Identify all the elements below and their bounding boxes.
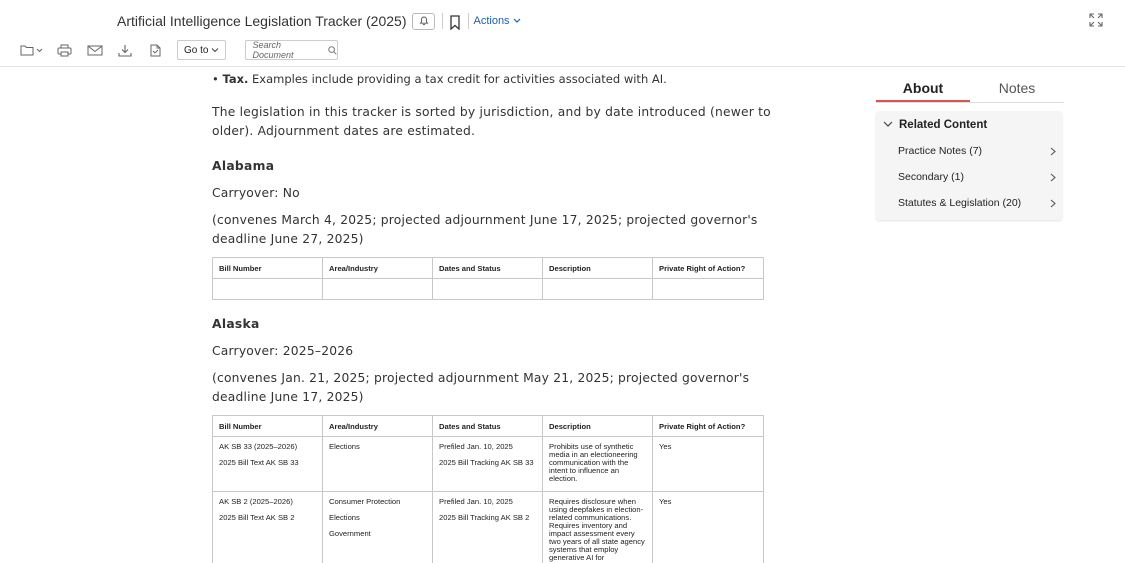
date-text: Prefiled Jan. 10, 2025 bbox=[439, 497, 513, 506]
state-heading: Alabama bbox=[212, 159, 275, 173]
column-header: Dates and Status bbox=[433, 258, 543, 279]
description-cell: Requires disclosure when using deepfakes in election-related communications. Requires inventory and impact assessment every two years of all state agency systems that employ generative AI for bbox=[543, 492, 653, 563]
download-icon bbox=[118, 44, 132, 57]
document-icon bbox=[150, 44, 161, 57]
related-content-title: Related Content bbox=[899, 118, 988, 131]
related-content-section bbox=[876, 111, 1062, 220]
print-button[interactable] bbox=[57, 40, 72, 60]
related-item-label: Secondary (1) bbox=[898, 171, 964, 183]
column-header: Description bbox=[543, 258, 653, 279]
bill-text-link[interactable]: 2025 Bill Text AK SB 2 bbox=[219, 513, 295, 522]
date-text: Prefiled Jan. 10, 2025 bbox=[439, 442, 513, 451]
column-header: Bill Number bbox=[213, 258, 323, 279]
area-cell bbox=[323, 492, 433, 563]
bullet-text: Examples include providing a tax credit for activities associated with AI. bbox=[252, 72, 667, 86]
area-item: Consumer Protection bbox=[329, 497, 401, 506]
document-tools-button[interactable] bbox=[149, 40, 161, 60]
table-cell bbox=[543, 279, 653, 300]
intro-paragraph: The legislation in this tracker is sorted by jurisdiction, and by date introduced (newer to older). Adjournment dates are estimated. bbox=[212, 105, 771, 138]
bill-number-cell bbox=[213, 492, 323, 563]
goto-label: Go to bbox=[184, 44, 209, 56]
table-cell bbox=[653, 279, 764, 300]
bill-number-cell bbox=[213, 437, 323, 492]
private-right-cell: Yes bbox=[653, 437, 764, 492]
column-header: Dates and Status bbox=[433, 416, 543, 437]
column-header: Description bbox=[543, 416, 653, 437]
column-header: Area/Industry bbox=[323, 258, 433, 279]
state-heading: Alaska bbox=[212, 317, 260, 331]
chevron-down-icon bbox=[883, 121, 893, 128]
divider bbox=[442, 13, 443, 29]
tab-about[interactable]: About bbox=[876, 77, 970, 102]
document-title: Artificial Intelligence Legislation Tracker (2025) bbox=[117, 13, 407, 29]
table-header-row bbox=[213, 416, 764, 437]
description-cell: Prohibits use of synthetic media in an electioneering communication with the intent to influence an election. bbox=[543, 437, 653, 492]
header-divider bbox=[0, 66, 1125, 67]
table-row bbox=[213, 279, 764, 300]
carryover-text: Carryover: No bbox=[212, 186, 300, 200]
table-cell bbox=[323, 279, 433, 300]
bookmark-button[interactable] bbox=[448, 12, 462, 32]
goto-dropdown[interactable] bbox=[177, 40, 226, 60]
area-item: Elections bbox=[329, 442, 360, 451]
bills-table bbox=[212, 257, 764, 300]
bill-tracking-link[interactable]: 2025 Bill Tracking AK SB 2 bbox=[439, 513, 530, 522]
bill-text-link[interactable]: 2025 Bill Text AK SB 33 bbox=[219, 458, 299, 467]
actions-menu[interactable] bbox=[473, 15, 520, 27]
folder-icon bbox=[20, 44, 44, 56]
area-item: Elections bbox=[329, 513, 360, 522]
search-placeholder: Search Document bbox=[252, 40, 294, 60]
bills-table bbox=[212, 415, 764, 563]
related-item-statutes-legislation[interactable] bbox=[876, 190, 1062, 216]
table-header-row bbox=[213, 258, 764, 279]
carryover-text: Carryover: 2025–2026 bbox=[212, 344, 354, 358]
column-header: Area/Industry bbox=[323, 416, 433, 437]
chevron-down-icon bbox=[513, 18, 521, 24]
chevron-right-icon bbox=[1050, 173, 1056, 182]
convenes-text: (convenes Jan. 21, 2025; projected adjournment May 21, 2025; projected governor's deadline June 17, 2025) bbox=[212, 371, 750, 404]
bell-icon bbox=[419, 16, 429, 26]
area-cell bbox=[323, 437, 433, 492]
table-cell bbox=[433, 279, 543, 300]
download-button[interactable] bbox=[118, 40, 132, 60]
chevron-down-icon bbox=[211, 47, 219, 53]
table-row bbox=[213, 437, 764, 492]
search-icon bbox=[328, 46, 337, 55]
tab-notes[interactable]: Notes bbox=[998, 80, 1036, 96]
alert-bell-button[interactable] bbox=[412, 13, 435, 30]
search-document-input[interactable] bbox=[245, 40, 338, 60]
bullet-bold: Tax. bbox=[222, 72, 249, 86]
chevron-right-icon bbox=[1050, 199, 1056, 208]
bill-tracking-link[interactable]: 2025 Bill Tracking AK SB 33 bbox=[439, 458, 534, 467]
bullet-item: • Tax. Examples include providing a tax credit for activities associated with AI. bbox=[212, 72, 667, 86]
related-item-secondary[interactable] bbox=[876, 164, 1062, 190]
private-right-cell: Yes bbox=[653, 492, 764, 563]
bill-number: AK SB 2 (2025–2026) bbox=[219, 497, 293, 506]
bookmark-icon bbox=[450, 15, 460, 30]
area-item: Government bbox=[329, 529, 371, 538]
panel-tabs bbox=[876, 77, 1064, 103]
bill-number: AK SB 33 (2025–2026) bbox=[219, 442, 298, 451]
dates-status-cell bbox=[433, 492, 543, 563]
related-content-toggle[interactable] bbox=[876, 111, 1062, 138]
mail-icon bbox=[87, 45, 103, 56]
divider bbox=[468, 13, 469, 29]
fullscreen-icon[interactable] bbox=[1089, 13, 1103, 27]
title-row bbox=[117, 10, 521, 32]
actions-label: Actions bbox=[473, 15, 510, 27]
related-item-label: Statutes & Legislation (20) bbox=[898, 197, 1022, 209]
side-panel bbox=[876, 77, 1064, 220]
toolbar bbox=[19, 40, 338, 60]
related-item-practice-notes[interactable] bbox=[876, 138, 1062, 164]
column-header: Private Right of Action? bbox=[653, 416, 764, 437]
folder-menu-button[interactable] bbox=[19, 40, 45, 60]
convenes-text: (convenes March 4, 2025; projected adjournment June 17, 2025; projected governor's deadline June 27, 2025) bbox=[212, 213, 758, 246]
column-header: Private Right of Action? bbox=[653, 258, 764, 279]
chevron-right-icon bbox=[1050, 147, 1056, 156]
email-button[interactable] bbox=[87, 40, 103, 60]
related-item-label: Practice Notes (7) bbox=[898, 145, 983, 157]
column-header: Bill Number bbox=[213, 416, 323, 437]
table-row bbox=[213, 492, 764, 563]
table-cell bbox=[213, 279, 323, 300]
dates-status-cell bbox=[433, 437, 543, 492]
printer-icon bbox=[57, 44, 72, 57]
